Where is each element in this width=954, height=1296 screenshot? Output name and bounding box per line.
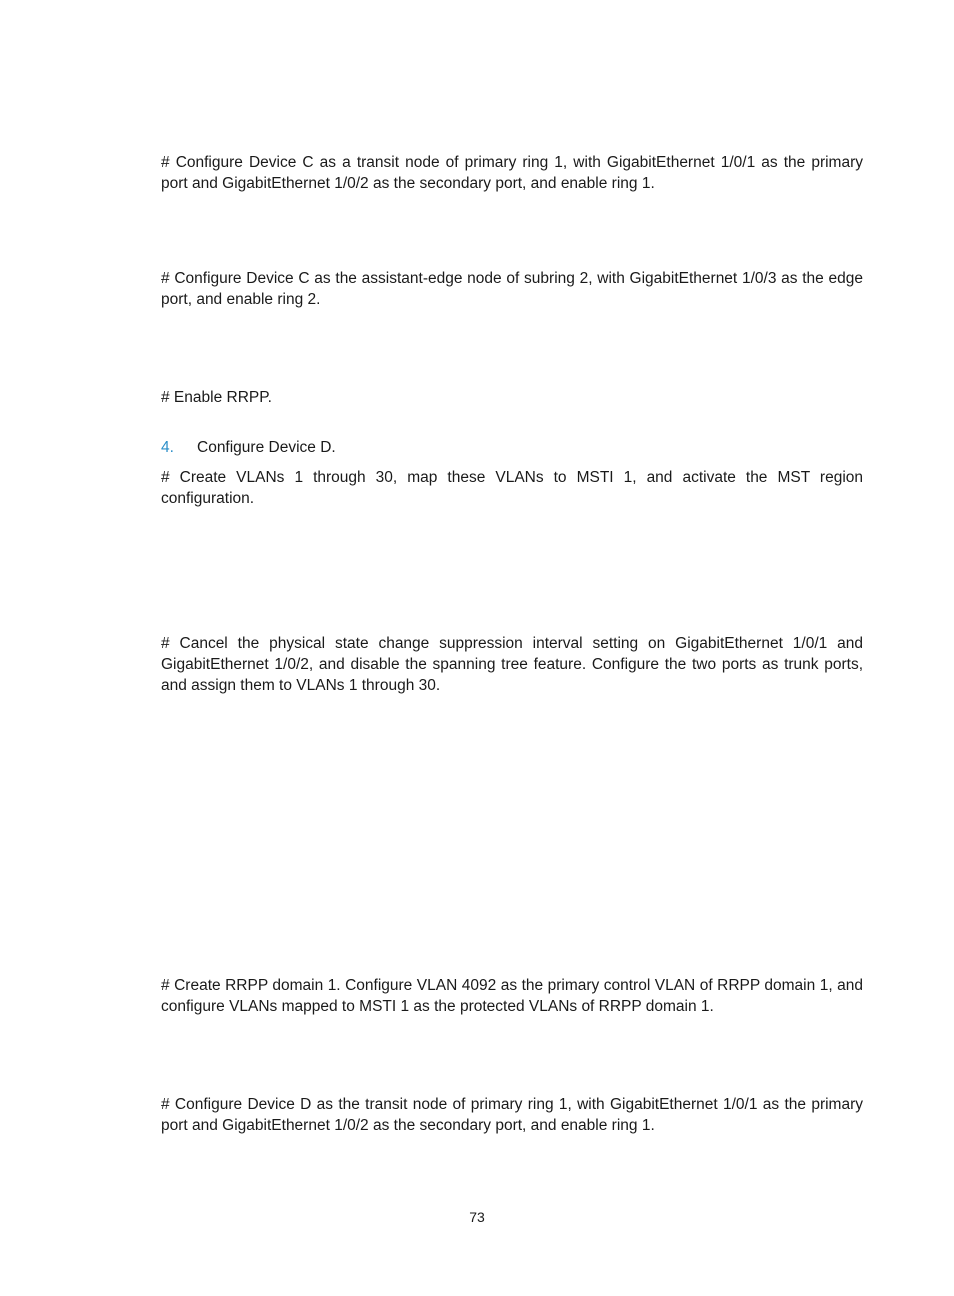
paragraph-create-rrpp-domain: # Create RRPP domain 1. Configure VLAN 4092 as the primary control VLAN of RRPP domain 1, and configure VLANs mapped to MSTI 1 as the protected VLANs of RRPP domain 1.: [161, 977, 863, 1015]
step-number: 4.: [161, 439, 174, 456]
paragraph-configure-device-c-assistant-edge: # Configure Device C as the assistant-edge node of subring 2, with GigabitEthernet 1/0/3 as the edge port, and enable ring 2.: [161, 270, 863, 308]
page-number: 73: [469, 1209, 485, 1225]
paragraph-configure-device-c-transit: # Configure Device C as a transit node of primary ring 1, with GigabitEthernet 1/0/1 as the primary port and GigabitEthernet 1/0/2 as the secondary port, and enable ring 1.: [161, 154, 863, 192]
paragraph-create-vlans: # Create VLANs 1 through 30, map these VLANs to MSTI 1, and activate the MST region configuration.: [161, 469, 863, 507]
step-label: Configure Device D.: [197, 439, 336, 456]
step-configure-device-d: [161, 437, 336, 458]
paragraph-cancel-suppression: # Cancel the physical state change suppression interval setting on GigabitEthernet 1/0/1 and GigabitEthernet 1/0/2, and disable the spanning tree feature. Configure the two ports as trunk ports, and assign them to VLANs 1 through 30.: [161, 635, 863, 694]
paragraph-enable-rrpp: # Enable RRPP.: [161, 389, 272, 406]
paragraph-configure-device-d-transit: # Configure Device D as the transit node of primary ring 1, with GigabitEthernet 1/0/1 as the primary port and GigabitEthernet 1/0/2 as the secondary port, and enable ring 1.: [161, 1096, 863, 1134]
